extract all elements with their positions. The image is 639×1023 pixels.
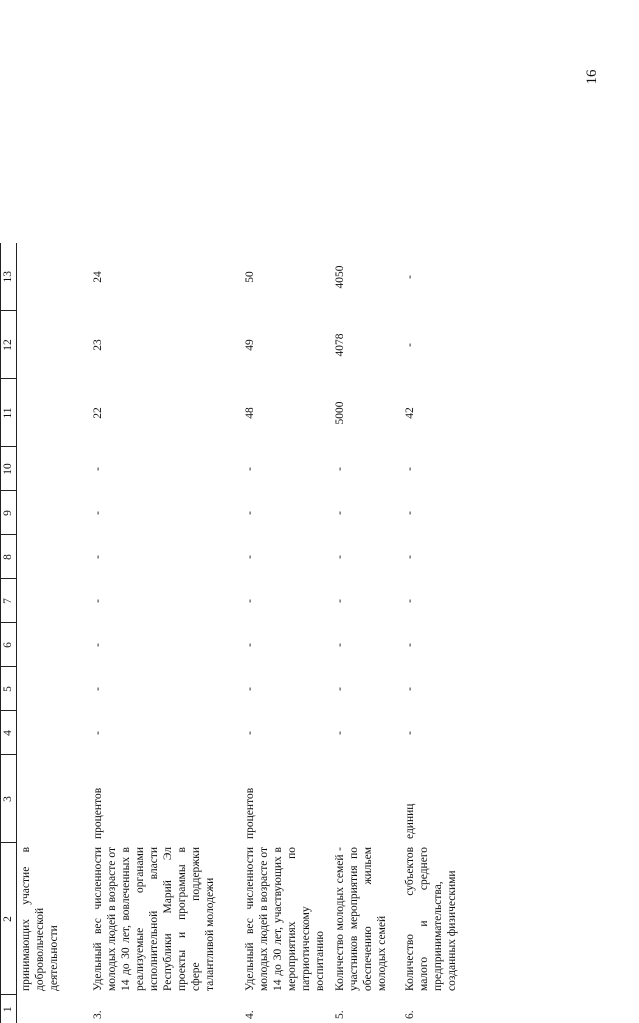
value-cell bbox=[17, 623, 89, 667]
column-header: 11 bbox=[1, 379, 17, 447]
indicator-name: Количество молодых семей - участников мероприятия по обеспечению жильем молодых семей bbox=[333, 847, 388, 991]
header-row bbox=[1, 243, 17, 1023]
value-cell: 50 bbox=[243, 271, 256, 283]
value-cell: - bbox=[91, 687, 104, 691]
page-number: 16 bbox=[584, 69, 600, 85]
value-cell: - bbox=[243, 511, 256, 515]
indicator-name: Удельный вес численности молодых людей в возрасте от 14 до 30 лет, участвующих в мероприятиях по патриотическому воспитанию bbox=[243, 847, 326, 991]
column-header: 13 bbox=[1, 243, 17, 311]
row-number: 6. bbox=[403, 1010, 416, 1019]
value-cell: - bbox=[333, 731, 346, 735]
value-cell: 23 bbox=[91, 339, 104, 351]
value-cell bbox=[17, 579, 89, 623]
value-cell: - bbox=[403, 511, 416, 515]
value-cell bbox=[17, 711, 89, 755]
value-cell: 42 bbox=[403, 407, 416, 419]
column-header: 6 bbox=[1, 623, 17, 667]
value-cell: - bbox=[403, 467, 416, 471]
value-cell: 4078 bbox=[333, 333, 346, 357]
value-cell: - bbox=[243, 731, 256, 735]
value-cell: - bbox=[403, 275, 416, 279]
column-header: 12 bbox=[1, 311, 17, 379]
row-number: 3. bbox=[91, 1010, 104, 1019]
table-row bbox=[401, 243, 461, 1023]
table-row bbox=[89, 243, 241, 1023]
column-header: 7 bbox=[1, 579, 17, 623]
column-header: 2 bbox=[1, 843, 17, 995]
value-cell: 4050 bbox=[333, 265, 346, 289]
value-cell bbox=[17, 491, 89, 535]
indicator-name: Удельный вес численности молодых людей в возрасте от 14 до 30 лет, вовлеченных в реализуемые органами исполнительной власти Республики Марий Эл проекты и программы в сфере поддержки талантливой молодежи bbox=[91, 847, 216, 991]
column-header: 8 bbox=[1, 535, 17, 579]
indicator-grid bbox=[0, 243, 461, 1023]
column-header: 10 bbox=[1, 447, 17, 491]
indicator-name: Количество субъектов малого и среднего предпринимательства, созданных физическими bbox=[403, 847, 458, 991]
value-cell: - bbox=[243, 467, 256, 471]
row-number: 5. bbox=[333, 1010, 346, 1019]
value-cell: - bbox=[333, 511, 346, 515]
value-cell: - bbox=[91, 555, 104, 559]
value-cell: - bbox=[333, 555, 346, 559]
value-cell: 5000 bbox=[333, 401, 346, 425]
value-cell bbox=[17, 535, 89, 579]
value-cell: - bbox=[91, 467, 104, 471]
value-cell: - bbox=[333, 687, 346, 691]
value-cell: - bbox=[91, 643, 104, 647]
row-number: 4. bbox=[243, 1010, 256, 1019]
indicator-name: принимающих участие в добровольческой деятельности bbox=[20, 847, 61, 991]
value-cell: - bbox=[91, 599, 104, 603]
value-cell bbox=[17, 311, 89, 379]
unit-cell: единиц bbox=[403, 803, 416, 839]
column-header: 1 bbox=[1, 995, 17, 1023]
value-cell: - bbox=[403, 731, 416, 735]
column-header: 4 bbox=[1, 711, 17, 755]
value-cell: - bbox=[91, 731, 104, 735]
value-cell: - bbox=[91, 511, 104, 515]
value-cell bbox=[17, 243, 89, 311]
column-header: 5 bbox=[1, 667, 17, 711]
value-cell: - bbox=[243, 599, 256, 603]
value-cell: 49 bbox=[243, 339, 256, 351]
value-cell: 48 bbox=[243, 407, 256, 419]
unit-cell: процентов bbox=[243, 787, 256, 839]
table-row bbox=[331, 243, 401, 1023]
value-cell: 22 bbox=[91, 407, 104, 419]
value-cell: - bbox=[403, 687, 416, 691]
unit-cell bbox=[331, 755, 401, 843]
value-cell: - bbox=[333, 467, 346, 471]
value-cell: - bbox=[403, 555, 416, 559]
value-cell: - bbox=[403, 643, 416, 647]
value-cell: - bbox=[403, 343, 416, 347]
value-cell: - bbox=[243, 687, 256, 691]
value-cell bbox=[17, 447, 89, 491]
value-cell: - bbox=[333, 599, 346, 603]
indicator-table bbox=[0, 243, 458, 1023]
value-cell bbox=[17, 667, 89, 711]
value-cell: 24 bbox=[91, 271, 104, 283]
row-number bbox=[17, 995, 89, 1023]
value-cell: - bbox=[403, 599, 416, 603]
value-cell bbox=[17, 379, 89, 447]
table-row bbox=[241, 243, 331, 1023]
value-cell: - bbox=[243, 555, 256, 559]
column-header: 9 bbox=[1, 491, 17, 535]
unit-cell bbox=[17, 755, 89, 843]
value-cell: - bbox=[333, 643, 346, 647]
value-cell: - bbox=[243, 643, 256, 647]
column-header: 3 bbox=[1, 755, 17, 843]
table-row bbox=[17, 243, 89, 1023]
unit-cell: процентов bbox=[91, 787, 104, 839]
